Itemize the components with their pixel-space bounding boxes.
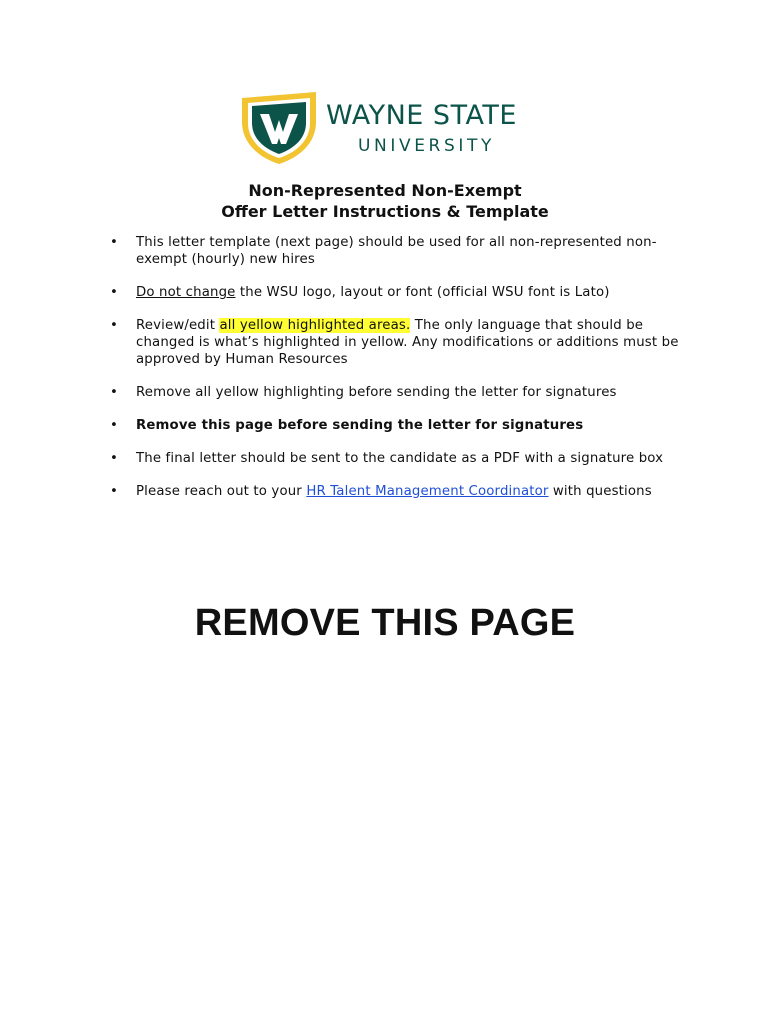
list-item-text: with questions xyxy=(548,484,652,499)
list-item xyxy=(110,417,690,434)
bullet-icon: • xyxy=(110,235,118,250)
title-line-1: Non-Represented Non-Exempt xyxy=(248,181,522,200)
logo-wordmark: WAYNE STATE xyxy=(326,100,517,131)
remove-page-heading: REMOVE THIS PAGE xyxy=(194,602,576,644)
wsu-shield-icon xyxy=(240,92,318,164)
list-item xyxy=(110,284,690,301)
list-item xyxy=(110,483,690,500)
list-item-text: The only language that should be changed is what’s highlighted in yellow. Any modifications or additions must be approved by Human Resources xyxy=(136,318,679,367)
bullet-icon: • xyxy=(110,318,118,333)
list-item xyxy=(110,317,690,368)
underlined-text: Do not change xyxy=(136,285,236,300)
bullet-icon: • xyxy=(110,385,118,400)
bullet-icon: • xyxy=(110,484,118,499)
list-item-text: Remove all yellow highlighting before sending the letter for signatures xyxy=(136,385,617,400)
bullet-icon: • xyxy=(110,451,118,466)
logo-subtitle: UNIVERSITY xyxy=(358,136,495,156)
list-item-text: The final letter should be sent to the candidate as a PDF with a signature box xyxy=(136,451,664,466)
title-line-2: Offer Letter Instructions & Template xyxy=(221,202,549,221)
wsu-logo xyxy=(240,92,540,166)
page-title xyxy=(0,180,770,222)
hr-coordinator-link[interactable]: HR Talent Management Coordinator xyxy=(306,484,549,499)
list-item-text: This letter template (next page) should be used for all non-represented non-exempt (hourly) new hires xyxy=(136,235,657,267)
highlighted-text: all yellow highlighted areas. xyxy=(219,318,411,333)
list-item xyxy=(110,234,690,268)
list-item-text: Review/edit xyxy=(136,318,220,333)
list-item-text: the WSU logo, layout or font (official WSU font is Lato) xyxy=(235,285,610,300)
bold-text: Remove this page before sending the letter for signatures xyxy=(136,418,584,433)
bullet-icon: • xyxy=(110,418,118,433)
list-item-text: Please reach out to your xyxy=(136,484,307,499)
list-item xyxy=(110,384,690,401)
list-item xyxy=(110,450,690,467)
bullet-icon: • xyxy=(110,285,118,300)
instructions-list xyxy=(110,234,690,516)
